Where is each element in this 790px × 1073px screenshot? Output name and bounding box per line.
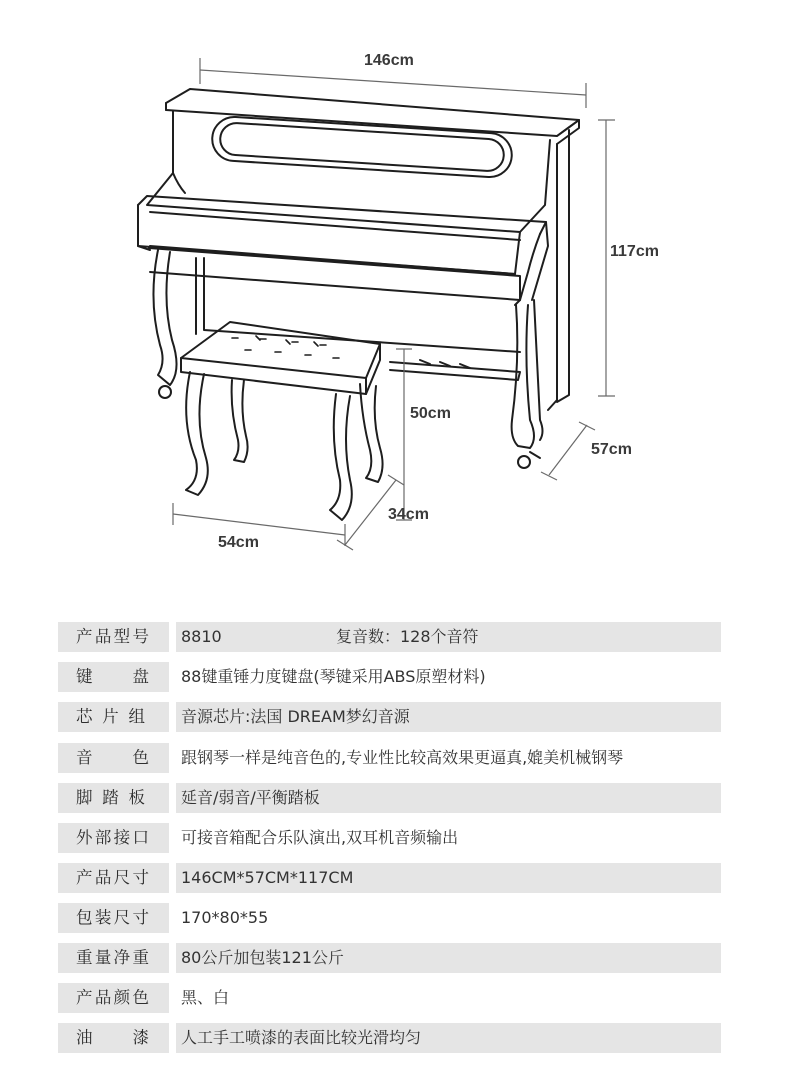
spec-value: 8810 — [181, 627, 222, 646]
spec-value: 146CM*57CM*117CM — [181, 868, 354, 887]
spec-value-cell — [176, 943, 721, 973]
bench-depth-dimension-label: 34cm — [388, 506, 429, 523]
spec-label-cell — [58, 743, 169, 773]
depth-dimension-label: 57cm — [591, 441, 632, 458]
spec-label-cell — [58, 1023, 169, 1053]
spec-value-cell — [176, 783, 721, 813]
spec-value-cell — [176, 662, 721, 692]
width-dimension-label: 146cm — [364, 52, 414, 69]
spec-label: 包装尺寸 — [76, 908, 149, 927]
spec-value-cell — [176, 1023, 721, 1053]
spec-value-cell — [176, 983, 721, 1013]
spec-label-cell — [58, 903, 169, 933]
spec-value-cell — [176, 622, 721, 652]
spec-label: 脚踏板 — [76, 788, 145, 807]
spec-value-extra: 复音数：128个音符 — [336, 627, 479, 646]
spec-label-cell — [58, 702, 169, 732]
bench-height-dimension-label: 50cm — [410, 405, 451, 422]
spec-label-cell — [58, 823, 169, 853]
height-dimension-label: 117cm — [610, 243, 659, 260]
spec-label: 产品尺寸 — [76, 868, 149, 887]
spec-label: 芯片组 — [76, 707, 145, 726]
bench-leg-back-right — [360, 384, 383, 482]
spec-label-cell — [58, 863, 169, 893]
spec-row-tone — [58, 743, 721, 773]
piano-left-leg — [153, 250, 176, 385]
spec-row-pedals — [58, 783, 721, 813]
spec-label: 外部接口 — [76, 828, 149, 847]
spec-value: 170*80*55 — [181, 908, 269, 927]
dim-line-width — [200, 70, 586, 95]
spec-label: 键盘 — [76, 667, 149, 686]
spec-value-cell — [176, 823, 721, 853]
piano-lid — [166, 89, 579, 136]
spec-row-package-size — [58, 903, 721, 933]
bench-leg-back-left — [232, 380, 248, 462]
dim-line-bench-width — [173, 514, 345, 535]
spec-value-cell — [176, 702, 721, 732]
dim-line-depth — [549, 425, 587, 475]
spec-label: 油漆 — [76, 1028, 149, 1047]
spec-row-product-size — [58, 863, 721, 893]
spec-row-keyboard — [58, 662, 721, 692]
spec-label: 重量净重 — [76, 948, 149, 967]
spec-row-chipset — [58, 702, 721, 732]
bench-width-dimension-label: 54cm — [218, 534, 259, 551]
spec-value: 黑、白 — [181, 988, 230, 1007]
spec-value: 可接音箱配合乐队演出,双耳机音频输出 — [181, 828, 459, 847]
spec-value-cell — [176, 743, 721, 773]
spec-value: 跟钢琴一样是纯音色的,专业性比较高效果更逼真,媲美机械钢琴 — [181, 748, 624, 767]
spec-label: 产品颜色 — [76, 988, 149, 1007]
spec-value: 音源芯片:法国 DREAM梦幻音源 — [181, 707, 410, 726]
spec-label-cell — [58, 943, 169, 973]
spec-label-cell — [58, 622, 169, 652]
bench-leg-front-right — [330, 394, 352, 520]
spec-label-cell — [58, 783, 169, 813]
bench-leg-front-left — [186, 372, 208, 495]
spec-label: 产品型号 — [76, 627, 149, 646]
spec-label: 音色 — [76, 748, 149, 767]
spec-value: 人工手工喷漆的表面比较光滑均匀 — [181, 1028, 422, 1047]
spec-label-cell — [58, 983, 169, 1013]
spec-value-cell — [176, 863, 721, 893]
spec-value: 88键重锤力度键盘(琴键采用ABS原塑材料) — [181, 667, 486, 686]
spec-row-weight — [58, 943, 721, 973]
piano-right-leg — [512, 305, 534, 448]
spec-row-paint — [58, 1023, 721, 1053]
spec-label-cell — [58, 662, 169, 692]
spec-value: 延音/弱音/平衡踏板 — [181, 788, 320, 807]
spec-value-cell — [176, 903, 721, 933]
spec-value: 80公斤加包装121公斤 — [181, 948, 344, 967]
spec-row-color — [58, 983, 721, 1013]
spec-row-external-ports — [58, 823, 721, 853]
spec-row-model — [58, 622, 721, 652]
